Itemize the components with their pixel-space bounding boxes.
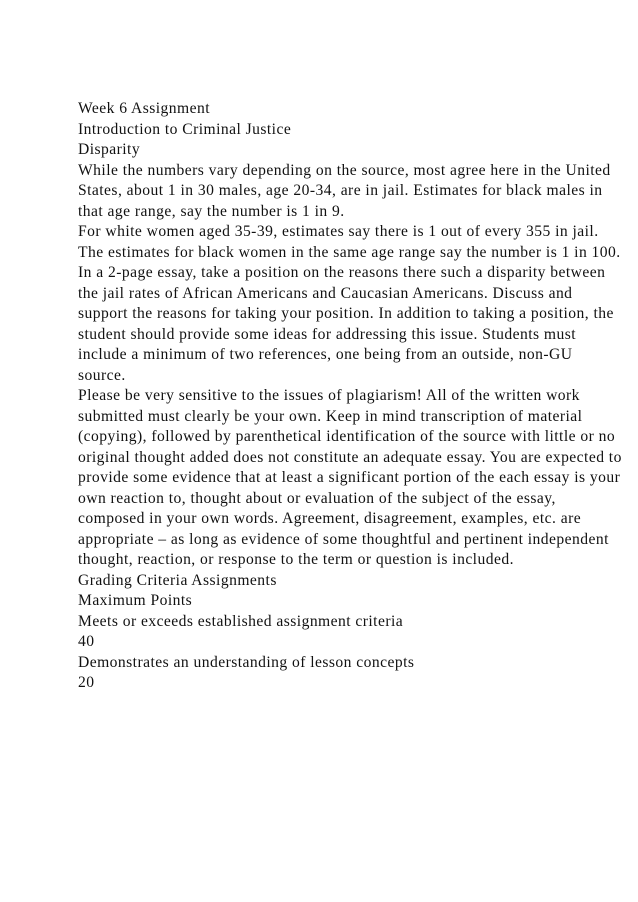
plagiarism-paragraph: Please be very sensitive to the issues of plagiarism! All of the written work submitted must clearly be your own. Keep in mind transcription of material (copying), followed by parenthetical identification of the source with little or no original thought added does not constitute an adequate essay. You are expected to provide some evidence that at least a significant portion of the each essay is your own reaction to, thought about or evaluation of the subject of the essay, composed in your own words. Agreement, disagreement, examples, etc. are appropriate – as long as evidence of some thoughtful and pertinent independent thought, reaction, or response to the term or question is included. [78, 387, 622, 568]
assignment-week-heading: Week 6 Assignment [78, 100, 210, 117]
criterion-points: 20 [78, 674, 95, 691]
course-title: Introduction to Criminal Justice [78, 120, 292, 138]
criterion-points: 40 [78, 633, 95, 650]
intro-paragraph: While the numbers vary depending on the source, most agree here in the United States, about 1 in 30 males, age 20-34, are in jail. Estimates for black males in that age range, say the number is 1 in 9. [78, 161, 611, 220]
criterion-label: Meets or exceeds established assignment criteria [78, 612, 404, 630]
statistics-paragraph: For white women aged 35-39, estimates say there is 1 out of every 355 in jail. The estimates for black women in the same age range say the number is 1 in 100. [78, 223, 621, 261]
criterion-label: Demonstrates an understanding of lesson concepts [78, 653, 415, 671]
topic-title: Disparity [78, 141, 141, 158]
grading-criteria-heading: Grading Criteria Assignments [78, 571, 277, 589]
essay-instructions-paragraph: In a 2-page essay, take a position on the reasons there such a disparity between the jail rates of African Americans and Caucasian Americans. Discuss and support the reasons for taking your position. In addition to taking a position, the student should provide some ideas for addressing this issue. Students must include a minimum of two references, one being from an outside, non-GU source. [78, 264, 614, 384]
maximum-points-heading: Maximum Points [78, 592, 193, 609]
document-body [78, 99, 623, 694]
